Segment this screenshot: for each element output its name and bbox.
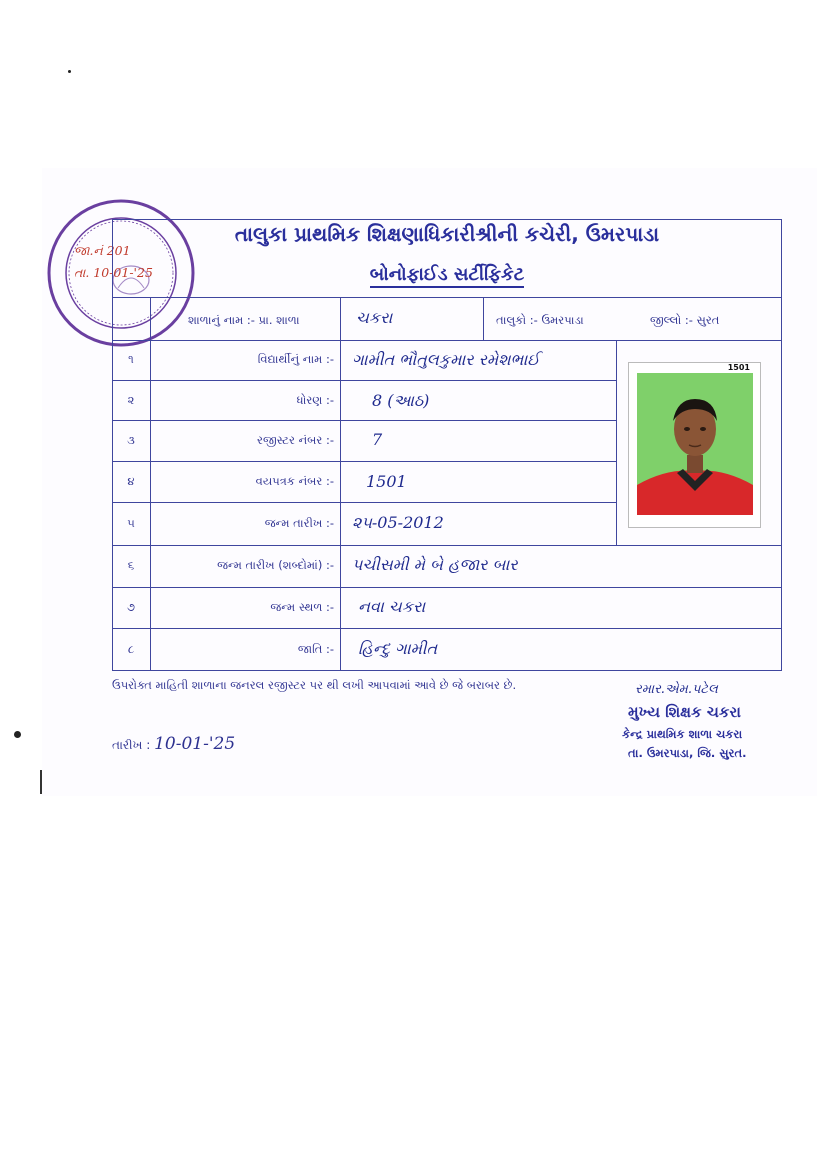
- birth-date-label: જન્મ તારીખ :-: [264, 516, 334, 530]
- principal-signature: રમાર.એમ.પટેલ: [635, 682, 718, 697]
- portrait-illustration: [637, 373, 753, 515]
- table-rule: [112, 587, 782, 588]
- table-rule: [112, 420, 616, 421]
- table-rule: [112, 380, 616, 381]
- declaration-text: ઉપરોક્ત માહિતી શાળાના જનરલ રજીસ્ટર પર થી લખી આપવામાં આવે છે જે બરાબર છે.: [112, 678, 517, 692]
- row-number: ૭: [127, 600, 135, 614]
- table-rule: [616, 340, 617, 545]
- row-number: ૨: [127, 393, 135, 407]
- caste-label: જાતિ :-: [297, 642, 334, 656]
- age-register-label: વયપત્રક નંબર :-: [255, 474, 334, 488]
- school-name-value: ચકરા: [356, 308, 393, 327]
- scan-speck: [68, 70, 71, 73]
- district-label: જીલ્લો :- સુરત: [650, 313, 720, 327]
- table-rule: [112, 297, 782, 298]
- school-name-label: શાળાનું નામ :- પ્રા. શાળા: [188, 313, 300, 327]
- principal-school-line: કેન્દ્ર પ્રાથમિક શાળા ચકરા: [622, 727, 743, 741]
- row-number: ૪: [127, 474, 135, 488]
- standard-value: 8 (આઠ): [372, 391, 430, 410]
- certificate-title-text: બોનોફાઈડ સર્ટીફિકેટ: [370, 264, 524, 288]
- birth-date-words-label: જન્મ તારીખ (શબ્દોમાં) :-: [217, 558, 334, 572]
- age-register-value: 1501: [366, 472, 407, 491]
- photo-number: 1501: [727, 363, 750, 372]
- standard-label: ધોરણ :-: [296, 393, 334, 407]
- scan-mark: [40, 770, 42, 794]
- table-rule: [112, 545, 782, 546]
- table-rule: [112, 502, 616, 503]
- taluka-label: તાલુકો :- ઉમરપાડા: [496, 313, 584, 327]
- student-name-label: વિદ્યાર્થીનું નામ :-: [257, 352, 334, 366]
- table-rule: [112, 340, 782, 341]
- row-number: ૮: [127, 642, 135, 656]
- row-number: ૫: [127, 516, 135, 530]
- student-photo: [628, 362, 761, 528]
- issue-date: [112, 734, 235, 754]
- register-number-value: 7: [372, 430, 383, 449]
- register-number-label: રજીસ્ટર નંબર :-: [257, 433, 334, 447]
- table-rule: [340, 297, 341, 671]
- stamp-jawak-number: જા.નં 201: [74, 243, 131, 258]
- birth-date-value: ૨૫-05-2012: [352, 513, 444, 532]
- office-heading: તાલુકા પ્રાથમિક શિક્ષણાધિકારીશ્રીની કચેરી, ઉમરપાડા: [234, 222, 660, 246]
- birth-place-label: જન્મ સ્થળ :-: [270, 600, 334, 614]
- birth-place-value: નવા ચકરા: [358, 597, 426, 616]
- date-value: 10-01-'25: [154, 734, 236, 754]
- student-name-value: ગામીત ભૌતુલકુમાર રમેશભાઈ: [352, 350, 540, 369]
- stamp-date: તા. 10-01-'25: [74, 265, 153, 280]
- row-number: ૩: [127, 433, 135, 447]
- table-rule: [483, 297, 484, 340]
- scan-speck: [14, 731, 21, 738]
- table-rule: [112, 461, 616, 462]
- principal-title: મુખ્ય શિક્ષક ચકરા: [628, 703, 741, 721]
- caste-value: હિન્દુ ગામીત: [358, 639, 438, 658]
- principal-address-line: તા. ઉમરપાડા, જિ. સુરત.: [628, 746, 747, 760]
- birth-date-words-value: પચીસમી મે બે હજાર બાર: [352, 555, 518, 574]
- student-portrait: [637, 373, 753, 515]
- row-number: ૬: [127, 558, 135, 572]
- table-rule: [112, 628, 782, 629]
- row-number: ૧: [128, 352, 134, 366]
- date-label: તારીખ :: [112, 738, 151, 752]
